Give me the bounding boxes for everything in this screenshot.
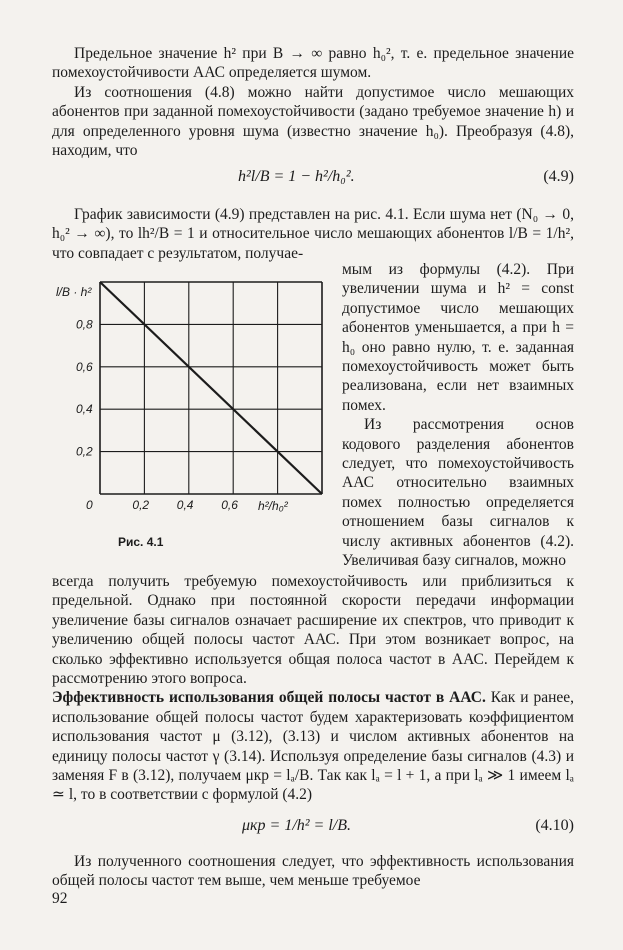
section-heading: Эффективность использования общей полосы частот в ААС.: [52, 689, 486, 707]
paragraph-3: График зависимости (4.9) представлен на рис. 4.1. Если шума нет (N₀ → 0, h₀² → ∞), то lh²/B = 1 и относительное число мешающих абонентов l/B = 1/h², что совпадает с результатом, получае-: [52, 206, 574, 262]
paragraph-5: Как и ранее, использование общей полосы частот будем характеризовать коэффициентом использования частот μ (3.12), (3.13) и числом активных абонентов на единицу полосы частот γ (3.14). Используя определение базы сигналов (4.3) и заменяя F в (3.12), получаем μкр = lₐ/B. Так как lₐ = l + 1, а при lₐ ≫ 1 имеем lₐ ≃ l, то в соответствии с формулой (4.2): [52, 689, 574, 804]
x-tick-label: 0,4: [176, 498, 194, 512]
formula-4-10-expression: μкр = 1/h² = l/B.: [242, 817, 352, 834]
y-tick-label: 0,6: [76, 359, 93, 374]
paragraph-1: Предельное значение h² при B → ∞ равно h₀², т. е. предельное значение помехоустойчивости ААС определяется шумом.: [52, 45, 574, 82]
y-tick-label: 0,2: [76, 444, 93, 459]
wrapped-text: [342, 260, 574, 571]
paragraph-5-container: [52, 688, 574, 804]
text-block-top: [52, 44, 574, 160]
text-block-graph-intro: [52, 205, 574, 263]
figure-4-1: [52, 270, 332, 570]
y-axis-label: l/B · h²: [56, 285, 92, 299]
figure-caption: Рис. 4.1: [118, 535, 164, 549]
figure-4-1-chart: [52, 270, 332, 570]
formula-4-9-expression: h²l/B = 1 − h²/h₀².: [238, 168, 355, 185]
y-tick-label: 0,8: [76, 317, 93, 332]
formula-4-10-number: (4.10): [535, 817, 574, 834]
paragraph-4: всегда получить требуемую помехоустойчивость или приблизиться к предельной. Однако при постоянной скорости передачи информации увеличение базы сигналов означает расширение их спектров, что приводит к увеличению общей полосы частот ААС. При этом возникает вопрос, на сколько эффективно используется общая полоса частот в ААС. Перейдем к рассмотрению этого вопроса.: [52, 573, 574, 688]
x-tick-label: 0,6: [221, 498, 238, 512]
text-block-bottom: [52, 572, 574, 805]
paragraph-6: Из полученного соотношения следует, что эффективность использования общей полосы частот тем выше, чем меньше требуемое: [52, 853, 574, 890]
wrapped-paragraph-2: Из рассмотрения основ кодового разделения абонентов следует, что помехоустойчивость ААС относительно взаимных помех полностью определяется отношением базы сигналов к числу активных абонентов (4.2). Увеличивая базу сигналов, можно: [342, 416, 574, 570]
formula-4-9-number: (4.9): [543, 168, 574, 185]
text-block-end: [52, 852, 574, 891]
wrapped-paragraph-1: мым из формулы (4.2). При увеличении шума и h² = const допустимое число мешающих абонентов уменьшается, а при h = h₀ оно равно нулю, т. е. заданная помехоустойчивость может быть реализована, если нет взаимных помех.: [342, 261, 574, 414]
paragraph-2: Из соотношения (4.8) можно найти допустимое число мешающих абонентов при заданной помехоустойчивости (задано требуемое значение h) и для определенного уровня шума (известно значение h₀). Преобразуя (4.8), находим, что: [52, 83, 574, 160]
formula-4-10: [52, 817, 574, 839]
y-tick-label: 0,4: [76, 402, 93, 417]
page-number: 92: [52, 890, 68, 907]
x-tick-label: 0: [86, 498, 93, 512]
series-line: [100, 282, 322, 494]
x-axis-label: h²/h₀²: [258, 499, 288, 513]
x-tick-label: 0,2: [132, 498, 150, 512]
formula-4-9: [52, 168, 574, 190]
